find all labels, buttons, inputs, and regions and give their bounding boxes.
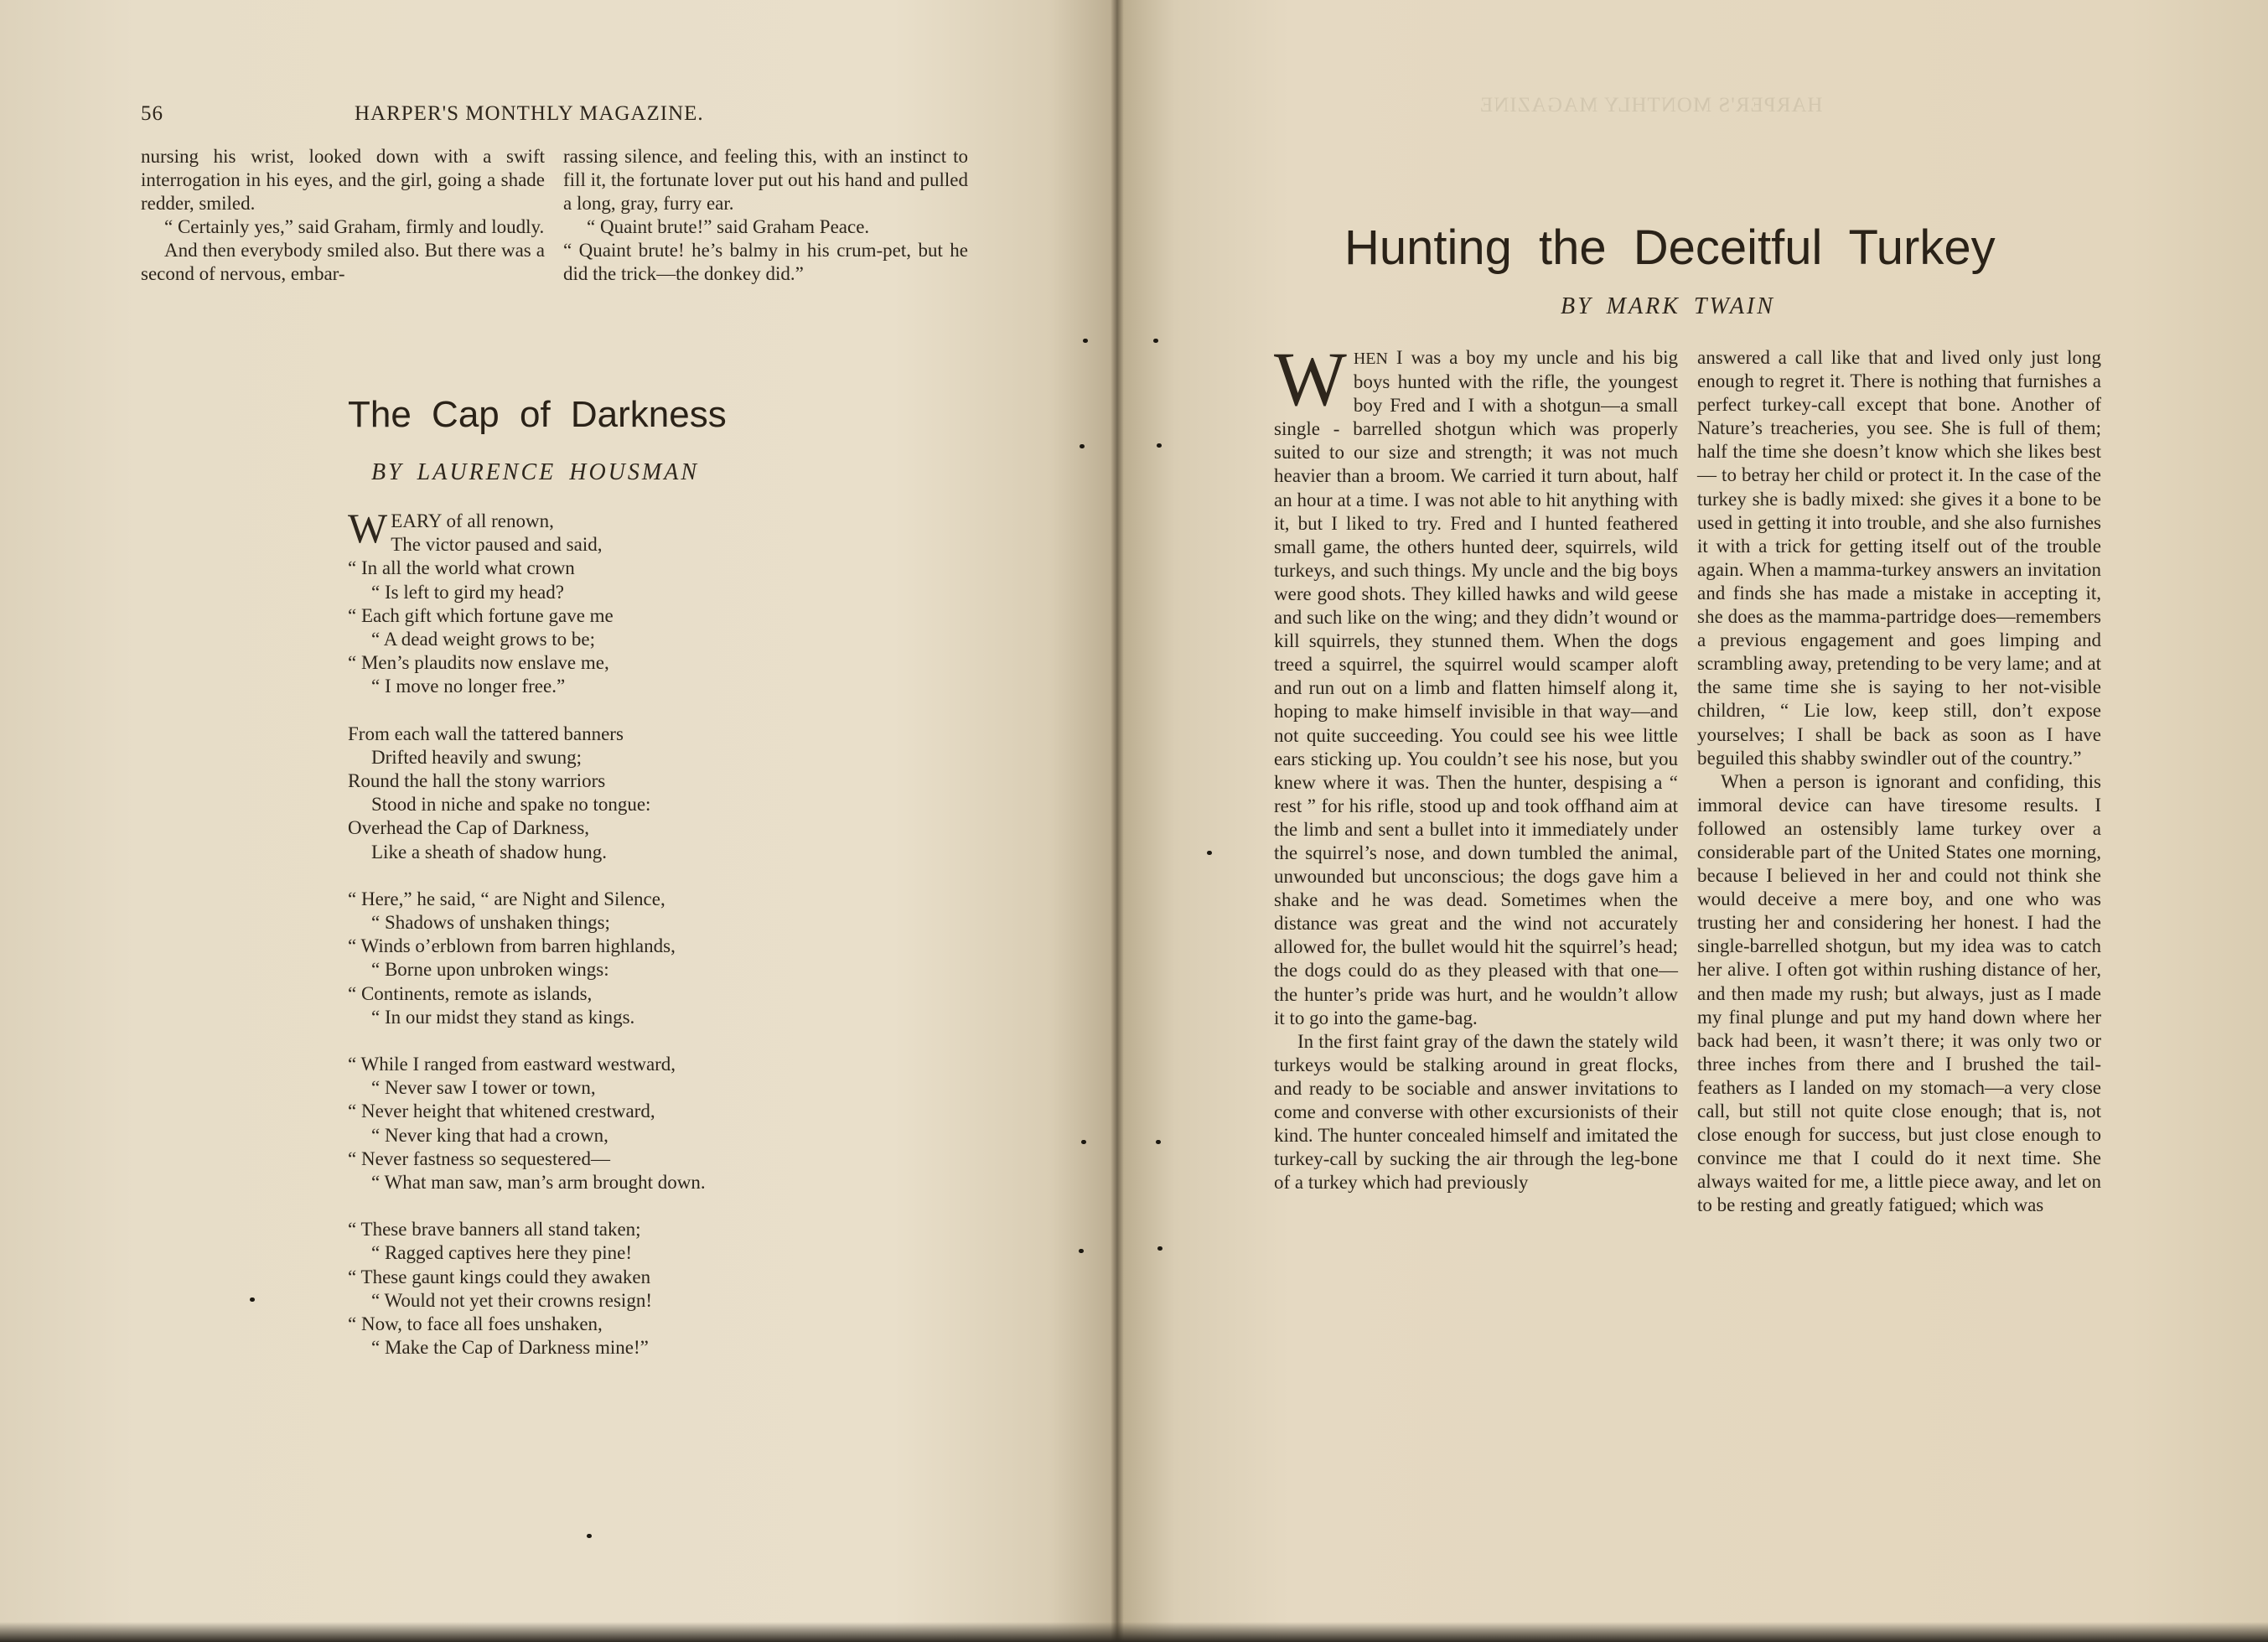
paragraph: And then everybody smiled also. But there was a second of nervous, embar- bbox=[141, 240, 545, 284]
poem-line bbox=[348, 1100, 884, 1123]
margin-speck bbox=[1080, 444, 1085, 448]
poem-line-text: Stood in niche and spake no tongue: bbox=[371, 794, 651, 816]
poem-line-text: From each wall the tattered banners bbox=[348, 723, 624, 744]
poem-line bbox=[348, 1076, 884, 1100]
paragraph-text: In the first faint gray of the dawn the stately wild turkeys would be stalking around in great flocks, and ready to be sociable and answer invitations to come and converse with other excursionists of their kind. The hunter concealed himself and imitated the turkey-call by sucking the air through the leg-bone of a turkey which had previously bbox=[1274, 1030, 1678, 1194]
poem-line-text: “ Never height that whitened crestward, bbox=[348, 1101, 655, 1122]
poem-line bbox=[348, 793, 884, 816]
poem-line bbox=[348, 1147, 884, 1171]
poem-stanza bbox=[348, 1218, 884, 1360]
poem-stanza bbox=[348, 505, 884, 699]
margin-speck bbox=[587, 1534, 592, 1538]
paragraph: “ Quaint brute! he’s balmy in his crum-pet, but he did the trick—the donkey did.” bbox=[563, 240, 968, 284]
paragraph: “ Quaint brute!” said Graham Peace. bbox=[587, 216, 870, 237]
article-byline: BY MARK TWAIN bbox=[1561, 293, 1775, 319]
poem-line-text: “ Borne upon unbroken wings: bbox=[371, 959, 609, 981]
story-ending-column-b bbox=[563, 145, 968, 286]
page-bottom-edge bbox=[0, 1622, 2268, 1642]
poem-line-text: “ Would not yet their crowns resign! bbox=[371, 1289, 652, 1311]
paragraph: When a person is ignorant and confiding, this immoral device can have tiresome results. I followed an ostensibly lame turkey over a considerable part of the United States one morning, because I believed in her and could not think she would deceive a mere boy, and one who was trusting her and considering her honest. I had the single-barrelled shotgun, but my idea was to catch her alive. I often got within rushing distance of her, and then made my rush; but always, just as I made my final plunge and put my hand down where her back had been, it wasn’t there; it was only two or three inches from there and I brushed the tail-feathers as I landed on my stomach—a very close call, but still not quite close enough; that is, not close enough for success, but just close enough to convince me that I could do it next time. She always waited for me, a little piece away, and let on to be resting and greatly fatigued; which was bbox=[1697, 770, 2101, 1216]
margin-speck bbox=[1156, 1140, 1161, 1144]
poem-line bbox=[348, 841, 884, 864]
poem-line bbox=[348, 958, 884, 982]
story-ending-column-a bbox=[141, 145, 545, 286]
poem-line bbox=[348, 675, 884, 698]
margin-speck bbox=[1081, 1140, 1086, 1144]
poem-line bbox=[348, 533, 884, 557]
poem-stanza bbox=[348, 723, 884, 864]
poem-line-text: “ While I ranged from eastward westward, bbox=[348, 1054, 676, 1075]
margin-speck bbox=[1083, 339, 1088, 343]
poem-line bbox=[348, 888, 884, 911]
article-column-b bbox=[1697, 346, 2101, 1217]
poem-line-text: “ Men’s plaudits now enslave me, bbox=[348, 652, 609, 674]
poem-line-text: Round the hall the stony warriors bbox=[348, 770, 606, 792]
poem-line-text: “ Winds o’erblown from barren highlands, bbox=[348, 935, 676, 957]
poem-line-text: “ These brave banners all stand taken; bbox=[348, 1219, 641, 1241]
paragraph: rassing silence, and feeling this, with an instinct to fill it, the fortunate lover put out his hand and pulled a long, gray, furry ear. bbox=[563, 146, 968, 214]
poem-line bbox=[348, 604, 884, 628]
paragraph bbox=[1274, 336, 1678, 1030]
poem-line-text: “ These gaunt kings could they awaken bbox=[348, 1266, 651, 1287]
poem-line bbox=[348, 1124, 884, 1147]
poem-stanza bbox=[348, 888, 884, 1029]
right-page bbox=[1117, 0, 2268, 1642]
margin-speck bbox=[1157, 443, 1162, 448]
poem-line bbox=[348, 1241, 884, 1265]
poem-line bbox=[348, 911, 884, 935]
poem-line-text: “ I move no longer free.” bbox=[371, 676, 566, 697]
poem-line-text: “ Ragged captives here they pine! bbox=[371, 1242, 633, 1264]
margin-speck bbox=[1157, 1246, 1162, 1251]
poem-line bbox=[348, 1218, 884, 1241]
article-lead-caps: HEN bbox=[1353, 350, 1388, 368]
margin-speck bbox=[250, 1298, 255, 1302]
show-through-text: HARPER'S MONTHLY MAGAZINE bbox=[1479, 94, 1823, 117]
paragraph: answered a call like that and lived only just long enough to regret it. There is nothing that furnishes a perfect turkey-call except that bone. Another of Nature’s treacheries, you see. She is full of them; half the time she doesn’t know which she likes best — to betray her child or protect it. In the case of the turkey she is badly mixed: she gives it a bone to be used in getting it into trouble, and she also furnishes it with a trick for getting itself out of the trouble again. When a mamma-turkey answers an invitation and finds she has made a mistake in accepting it, she does as the mamma-partridge does—remembers a previous engagement and goes limping and scrambling away, pretending to be very lame; and at the same time she is saying to her not-visible children, “ Lie low, keep still, don’t expose yourselves; I shall be back as soon as I have beguiled this shabby swindler out of the country.” bbox=[1697, 347, 2101, 769]
paragraph: nursing his wrist, looked down with a swift interrogation in his eyes, and the girl, going a shade redder, smiled. bbox=[141, 146, 545, 214]
margin-speck bbox=[1153, 339, 1158, 343]
poem-line-text: “ Never saw I tower or town, bbox=[371, 1077, 596, 1099]
binding-gutter bbox=[1111, 0, 1124, 1642]
poem-line-text: “ Make the Cap of Darkness mine!” bbox=[371, 1337, 649, 1359]
poem-line-text: Like a sheath of shadow hung. bbox=[371, 841, 608, 862]
poem-line bbox=[348, 816, 884, 840]
poem-line bbox=[348, 628, 884, 651]
page-number: 56 bbox=[141, 102, 163, 125]
margin-speck bbox=[1207, 851, 1212, 855]
poem-line bbox=[348, 557, 884, 580]
poem-line-text: “ Each gift which fortune gave me bbox=[348, 604, 614, 626]
poem-line-text: Overhead the Cap of Darkness, bbox=[348, 817, 590, 839]
paragraph-text: I was a boy my uncle and his big boys hunted with the rifle, the youngest boy Fred and I with a shotgun—a small single - barrelled shotgun which was properly suited to our size and strength; it was not much heavier than a broom. We carried it turn about, half an hour at a time. I was not able to hit anything with it, but I liked to try. Fred and I hunted feathered small game, the others hunted deer, squirrels, wild turkeys, and such things. My uncle and the big boys were good shots. They killed hawks and wild geese and such like on the wing; and they didn’t wound or kill squirrels, they stunned them. When the dogs treed a squirrel, the squirrel would scamper aloft and run out on a limb and flatten himself along it, hoping to make himself invisible in that way—and not quite succeeding. You could see his wee little ears sticking up. You couldn’t see his nose, but you knew where it was. Then the hunter, despising a “ rest ” for his rifle, stood up and took offhand aim at the limb and sent a bullet into it immediately under the squirrel’s nose, and down tumbled the animal, unwounded but unconscious; the dogs gave him a shake and he was dead. Sometimes when the distance was great and the wind not accurately allowed for, the bullet would hit the squirrel’s head; the dogs could do as they pleased with that one—the hunter’s pride was hurt, and he wouldn’t allow it to go into the game-bag. bbox=[1274, 347, 1678, 1028]
margin-speck bbox=[1079, 1249, 1084, 1253]
poem-line bbox=[348, 651, 884, 675]
poem-line bbox=[348, 1171, 884, 1194]
paragraph bbox=[1274, 1030, 1678, 1195]
paragraph: “ Certainly yes,” said Graham, firmly and loudly. bbox=[164, 216, 545, 237]
running-head: HARPER'S MONTHLY MAGAZINE. bbox=[355, 102, 704, 125]
poem-line-text: “ Now, to face all foes unshaken, bbox=[348, 1313, 603, 1335]
poem-line bbox=[348, 1289, 884, 1313]
poem-line-text: “ Is left to gird my head? bbox=[371, 581, 564, 603]
article-column-a bbox=[1274, 336, 1678, 1194]
poem-byline: BY LAURENCE HOUSMAN bbox=[371, 459, 699, 485]
poem-line-text: “ Never king that had a crown, bbox=[371, 1124, 608, 1146]
poem-line bbox=[348, 581, 884, 604]
poem-line-text: The victor paused and said, bbox=[391, 534, 603, 556]
poem-title: The Cap of Darkness bbox=[348, 394, 727, 435]
left-page bbox=[0, 0, 1117, 1642]
poem-line-text: “ In all the world what crown bbox=[348, 557, 575, 579]
poem-line bbox=[348, 1336, 884, 1360]
poem-stanza bbox=[348, 1053, 884, 1194]
poem-line-text: “ Shadows of unshaken things; bbox=[371, 912, 610, 934]
poem-line-text: “ In our midst they stand as kings. bbox=[371, 1006, 635, 1028]
poem-dropcap: W bbox=[348, 505, 388, 552]
poem-line-text: “ Never fastness so sequestered— bbox=[348, 1147, 610, 1169]
poem-line bbox=[348, 935, 884, 958]
poem-line-text: “ A dead weight grows to be; bbox=[371, 629, 596, 650]
poem-line bbox=[348, 723, 884, 746]
poem-line bbox=[348, 1266, 884, 1289]
poem-line-text: “ What man saw, man’s arm brought down. bbox=[371, 1172, 706, 1194]
poem-line-text: EARY of all renown, bbox=[391, 510, 554, 531]
article-title: Hunting the Deceitful Turkey bbox=[1344, 220, 1996, 275]
poem-line-text: “ Continents, remote as islands, bbox=[348, 982, 593, 1004]
poem-line bbox=[348, 1313, 884, 1336]
poem-line bbox=[348, 769, 884, 793]
poem-line bbox=[348, 982, 884, 1006]
poem-line bbox=[348, 746, 884, 769]
article-dropcap: W bbox=[1274, 336, 1347, 422]
poem-body bbox=[348, 505, 884, 1384]
poem-line-text: Drifted heavily and swung; bbox=[371, 746, 583, 768]
poem-line-text: “ Here,” he said, “ are Night and Silence, bbox=[348, 888, 665, 909]
poem-line bbox=[348, 1053, 884, 1076]
poem-line bbox=[348, 1006, 884, 1029]
